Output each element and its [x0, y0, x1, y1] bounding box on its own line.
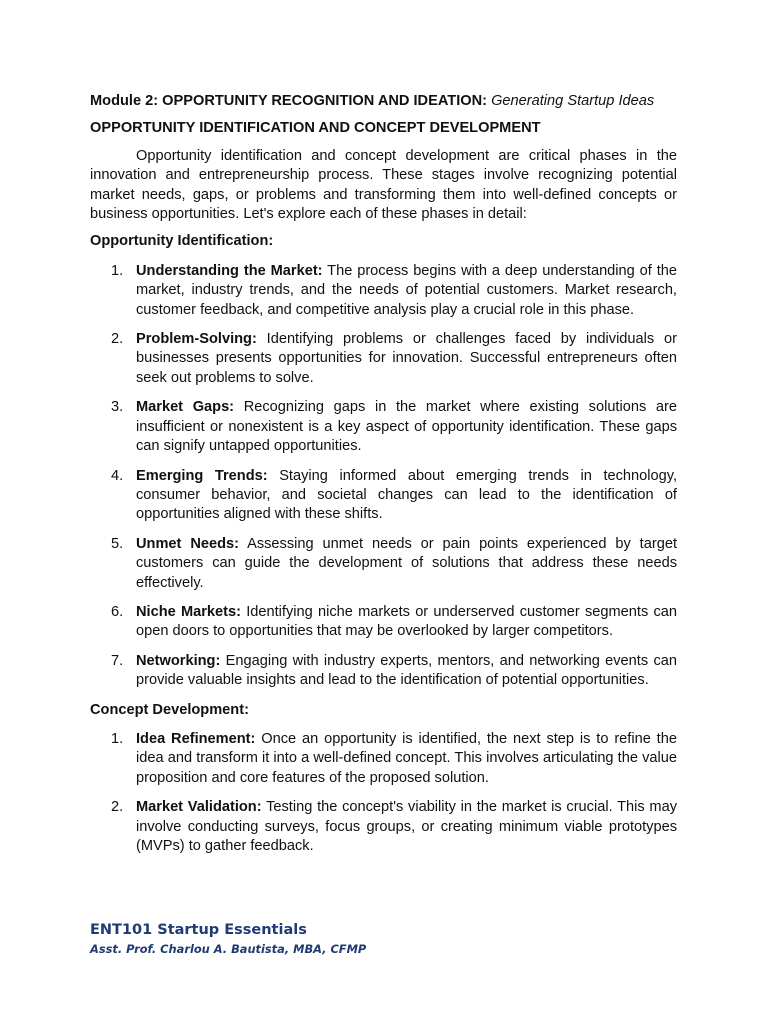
list-item-number: 2. [111, 331, 124, 348]
list-item-text: Staying informed about emerging trends in technology, consumer behavior, and societal changes can lead to the identification of opportunities aligned with these shifts. [136, 467, 678, 523]
list-item-number: 2. [111, 799, 124, 816]
module-title-subtitle: Generating Startup Ideas [491, 93, 655, 109]
main-heading: OPPORTUNITY IDENTIFICATION AND CONCEPT DEVELOPMENT [90, 120, 541, 137]
list-item-number: 6. [111, 603, 124, 620]
page-footer [90, 922, 366, 956]
list-item [90, 262, 677, 320]
list-item-text: Testing the concept's viability in the market is crucial. This may involve conducting surveys, focus groups, or creating minimum viable prototypes (MVPs) to gather feedback. [136, 799, 677, 854]
list-item-text: Identifying problems or challenges faced by individuals or businesses presents opportunities for innovation. Successful entrepreneurs often seek out problems to solve. [136, 331, 678, 386]
list-item-text: Once an opportunity is identified, the next step is to refine the idea and transform it into a well-defined concept. This involves articulating the value proposition and core features of the proposed solution. [136, 730, 677, 786]
list-item-number: 5. [111, 535, 124, 552]
list-item-term: Unmet Needs: [136, 535, 239, 552]
list-item-term: Niche Markets: [136, 603, 241, 620]
opportunity-section-title: Opportunity Identification: [90, 233, 274, 250]
list-item [90, 652, 677, 691]
list-item [90, 467, 677, 525]
list-item-term: Networking: [136, 652, 221, 669]
list-item-number: 1. [111, 262, 124, 279]
list-item-term: Understanding the Market: [136, 262, 323, 279]
list-item [90, 730, 677, 788]
list-item-text: Identifying niche markets or underserved customer segments can open doors to opportunities that may be overlooked by larger competitors. [136, 603, 677, 640]
list-item-number: 4. [111, 467, 124, 484]
list-item [90, 398, 677, 456]
list-item-number: 7. [111, 652, 124, 669]
list-item-text: Assessing unmet needs or pain points experienced by target customers can guide the development of solutions that address these needs effectively. [136, 535, 677, 591]
opportunity-list [90, 262, 677, 691]
list-item-term: Emerging Trends: [136, 467, 268, 484]
list-item-term: Market Gaps: [136, 399, 235, 416]
list-item-term: Idea Refinement: [136, 730, 256, 747]
list-item-number: 1. [111, 730, 124, 747]
list-item-term: Problem-Solving: [136, 331, 257, 348]
concept-list [90, 730, 677, 856]
intro-paragraph: Opportunity identification and concept development are critical phases in the innovation and entrepreneurship process. These stages involve recognizing potential market needs, gaps, or problems and transforming them into well-defined concepts or business opportunities. Let's explore each of these phases in detail: [90, 147, 677, 223]
list-item-text: The process begins with a deep understanding of the market, industry trends, and the needs of potential customers. Market research, customer feedback, and competitive analysis play a crucial role in this phase. [136, 262, 678, 318]
footer-author: Asst. Prof. Charlou A. Bautista, MBA, CFMP [90, 942, 367, 956]
list-item-term: Market Validation: [136, 799, 262, 816]
list-item-text: Engaging with industry experts, mentors, and networking events can provide valuable insights and lead to the identification of potential opportunities. [136, 652, 677, 689]
module-title [90, 92, 677, 111]
footer-course-name: ENT101 Startup Essentials [90, 922, 307, 938]
list-item [90, 330, 677, 388]
document-body [90, 92, 677, 866]
list-item [90, 535, 677, 593]
list-item-number: 3. [111, 399, 124, 416]
module-title-main: Module 2: OPPORTUNITY RECOGNITION AND IDEATION: [90, 93, 488, 109]
list-item [90, 798, 677, 856]
concept-section-title: Concept Development: [90, 701, 249, 718]
list-item-text: Recognizing gaps in the market where existing solutions are insufficient or nonexistent is a key aspect of opportunity identification. These gaps can signify untapped opportunities. [136, 399, 677, 455]
list-item [90, 603, 677, 642]
